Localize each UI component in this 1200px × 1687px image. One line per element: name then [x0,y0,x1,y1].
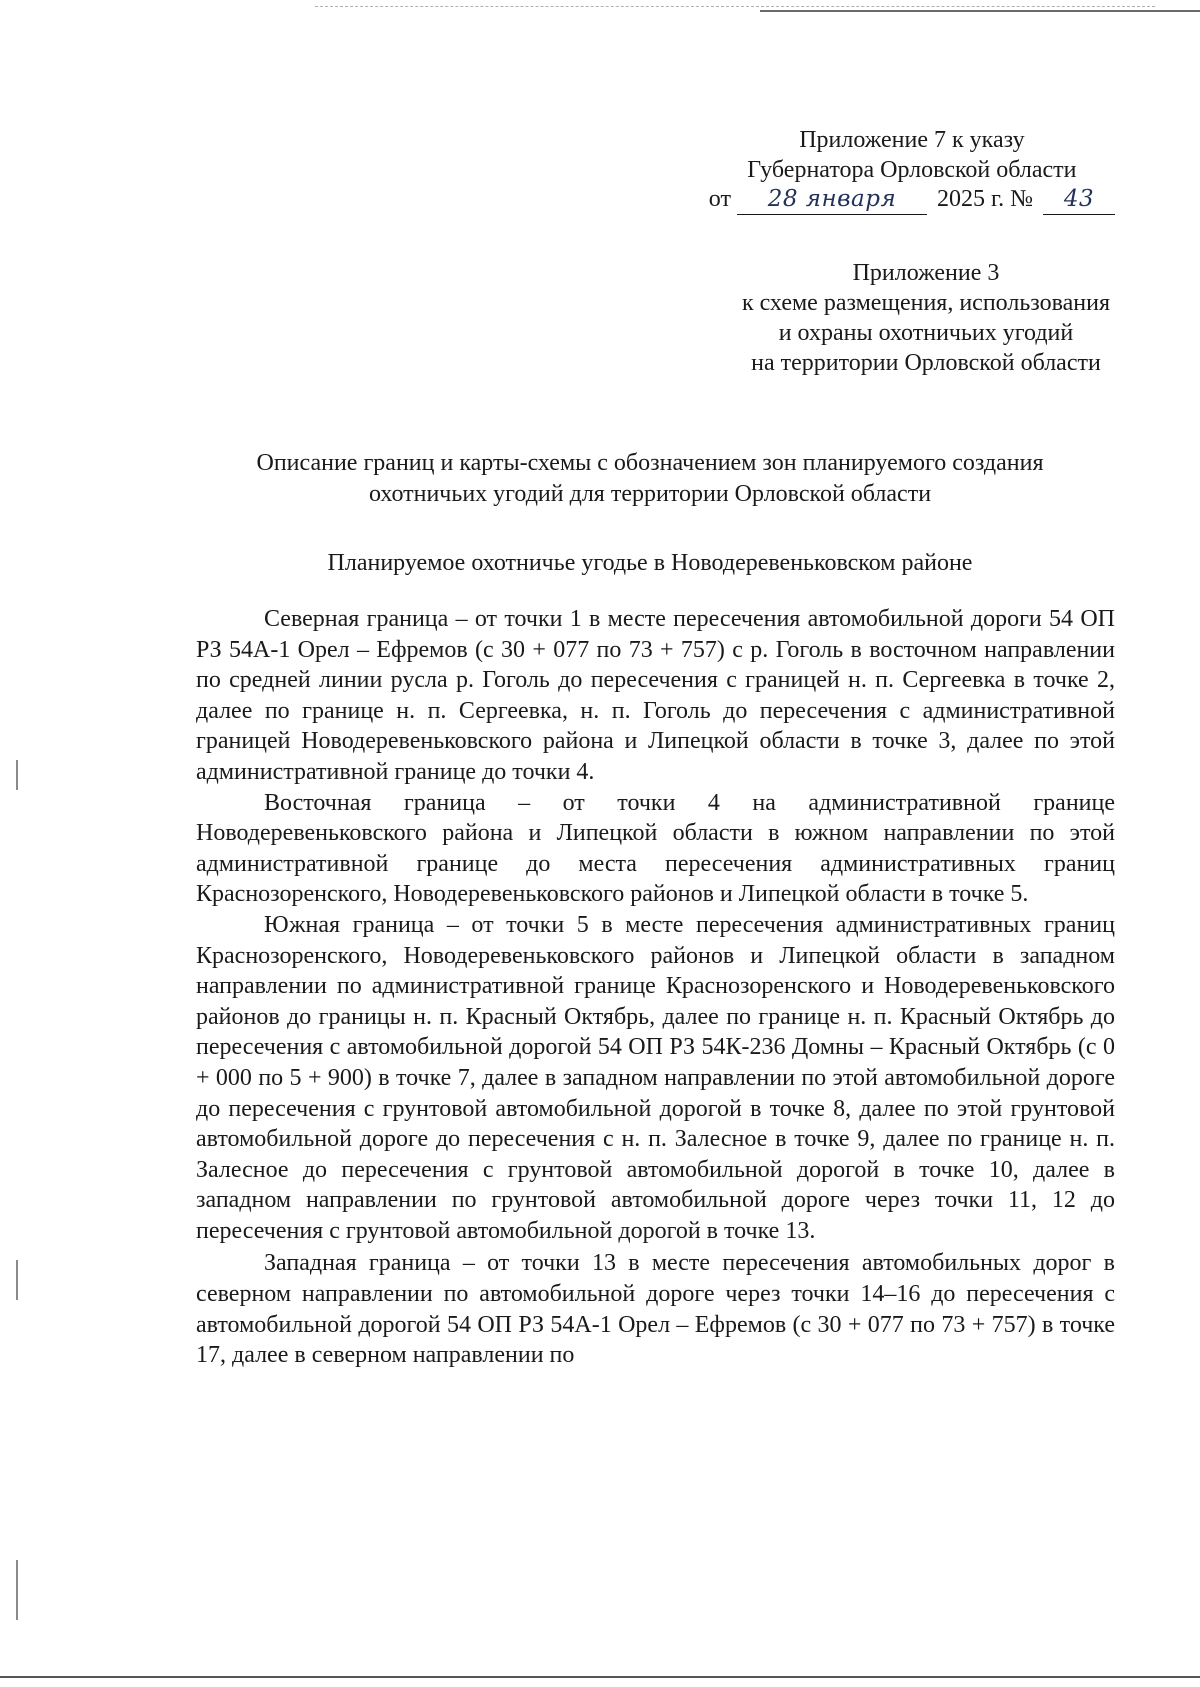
appendix-3-header [742,258,1110,378]
scan-edge-top [760,10,1200,12]
paragraph-west-boundary: Западная граница – от точки 13 в месте пересечения автомобильных дорог в северном направлении по автомобильной дороге через точки 14–16 до пересечения с автомобильной дорогой 54 ОП РЗ 54А-1 Орел – Ефремов (с 30 + 077 по 73 + 757) в точке 17, далее в северном направлении по [196,1250,1115,1369]
decree-appendix-header [709,126,1115,215]
scan-artifact [16,1560,18,1620]
date-year: 2025 г. № [936,186,1033,212]
appendix-line-1: Приложение 7 к указу [799,127,1025,153]
date-line [709,185,1115,215]
title-line-1: Описание границ и карты-схемы с обозначением зон планируемого создания [256,450,1044,476]
title-line-2: охотничьих угодий для территории Орловской области [368,481,932,507]
scan-edge-bottom [0,1676,1200,1678]
paragraph-east-boundary: Восточная граница – от точки 4 на административной границе Новодеревеньковского района и Липецкой области в южном направлении по этой административной границе до места пересечения административных границ Краснозоренского, Новодеревеньковского районов и Липецкой области в точке 5. [196,789,1115,908]
date-prefix: от [708,186,731,212]
paragraph-south-boundary: Южная граница – от точки 5 в месте пересечения административных границ Краснозоренского, Новодеревеньковского районов и Липецкой области в западном направлении по административной границе Краснозоренского и Новодеревеньковского районов до границы н. п. Красный Октябрь, далее по границе н. п. Красный Октябрь до пересечения с автомобильной дорогой 54 ОП РЗ 54К-236 Домны – Красный Октябрь (с 0 + 000 по 5 + 900) в точке 7, далее в западном направлении по этой автомобильной дороге до пересечения с грунтовой автомобильной дорогой в точке 8, далее по этой грунтовой автомобильной дороге до пересечения с н. п. Залесное в точке 9, далее по границе н. п. Залесное до пересечения с грунтовой автомобильной дорогой в точке 10, далее в западном направлении по грунтовой автомобильной дороге через точки 11, 12 до пересечения с грунтовой автомобильной дорогой в точке 13. [196,911,1115,1244]
document-title [180,448,1120,510]
number-field [1043,185,1115,215]
appendix-3-line: и охраны охотничьих угодий [778,320,1074,346]
appendix-3-line: на территории Орловской области [751,350,1101,376]
boundary-description [196,604,1115,1371]
appendix-line-2: Губернатора Орловской области [747,156,1077,183]
date-field [737,185,927,215]
paragraph-north-boundary: Северная граница – от точки 1 в месте пересечения автомобильной дороги 54 ОП РЗ 54А-1 Орел – Ефремов (с 30 + 077 по 73 + 757) с р. Гоголь в восточном направлении по средней линии русла р. Гоголь до пересечения с границей н. п. Сергеевка в точке 2, далее по границе н. п. Сергеевка, н. п. Гоголь до пересечения с административной границей Новодеревеньковского района и Липецкой области в точке 3, далее по этой административной границе до точки 4. [196,606,1115,785]
handwritten-number: 43 [1063,186,1095,212]
section-subtitle: Планируемое охотничье угодье в Новодеревеньковском районе [327,550,973,576]
appendix-3-line: к схеме размещения, использования [741,290,1110,316]
scan-artifact [16,760,18,790]
scan-artifact [16,1260,18,1300]
appendix-3-line: Приложение 3 [852,260,1000,286]
scan-edge-top-dashed [315,6,1155,7]
handwritten-date: 28 января [767,186,897,212]
